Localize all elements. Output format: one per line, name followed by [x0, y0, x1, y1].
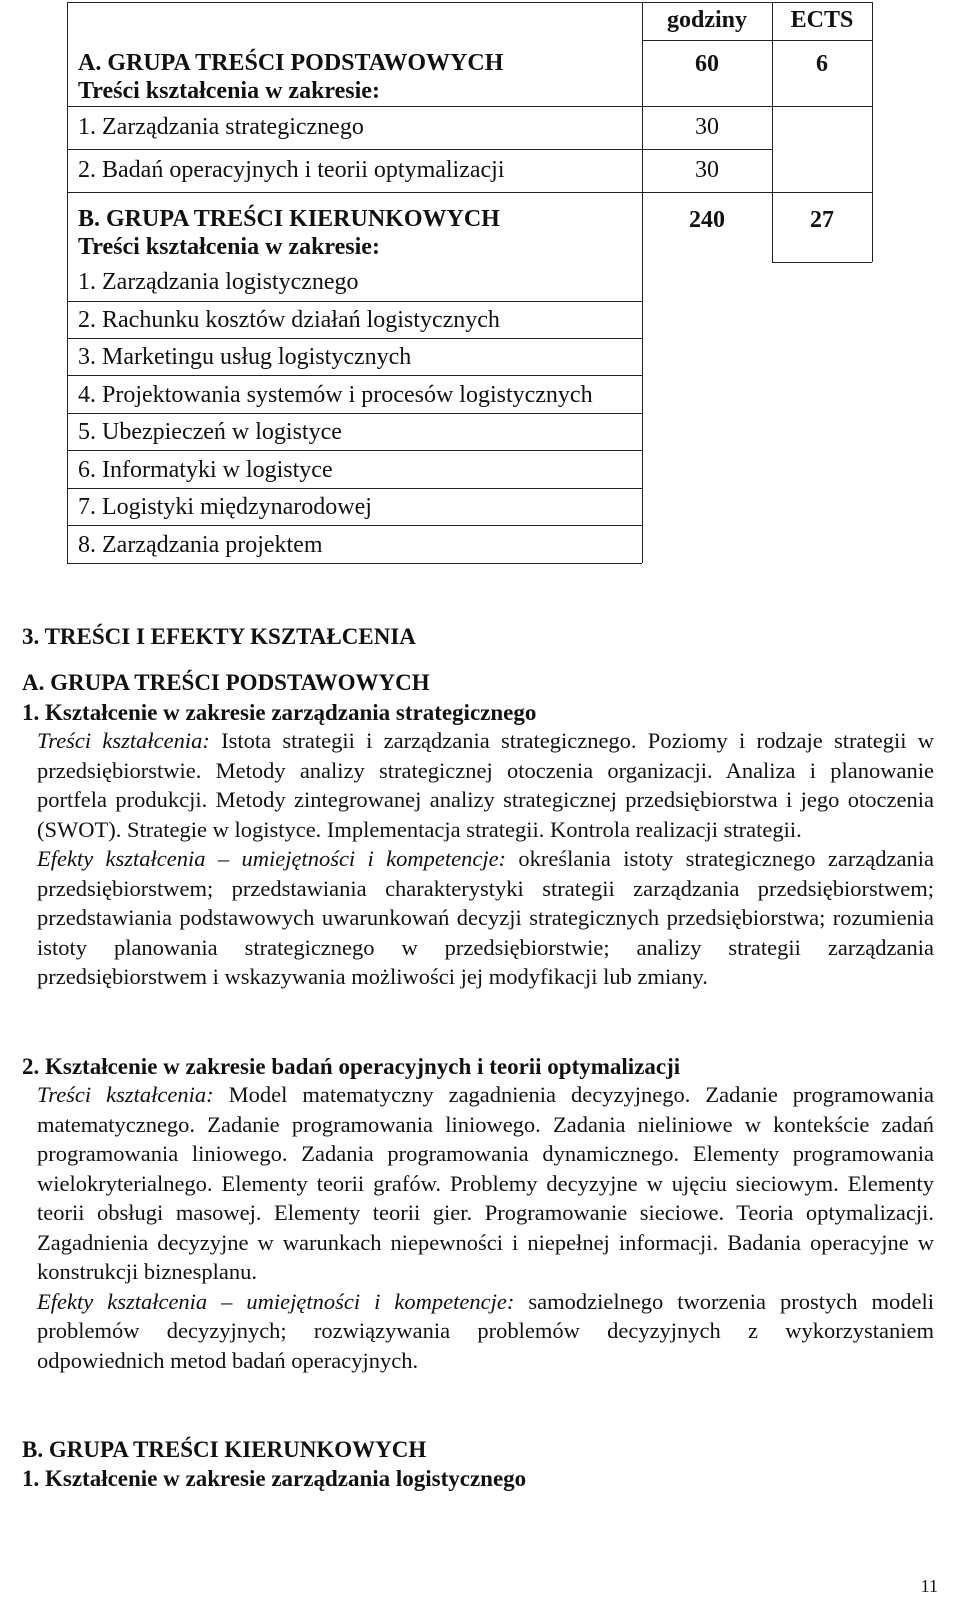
table-row-rule [67, 525, 642, 526]
content-label: Treści kształcenia: [37, 1082, 214, 1107]
table-row-rule [67, 192, 872, 193]
table-row-hours: 30 [695, 114, 719, 140]
table-header-rule [642, 40, 872, 41]
table-border-bottom [67, 563, 642, 564]
topic-1-effects-paragraph [37, 844, 934, 992]
effects-label: Efekty kształcenia – umiejętności i kompetencje: [37, 846, 507, 871]
topic-1-content-paragraph [37, 726, 934, 844]
table-row-rule [67, 450, 642, 451]
table-col-rule [642, 2, 643, 563]
table-row-label: 2. Rachunku kosztów działań logistycznych [78, 307, 500, 333]
table-row-label: 2. Badań operacyjnych i teorii optymalizacji [78, 157, 505, 183]
table-row-label: 3. Marketingu usług logistycznych [78, 344, 412, 370]
topic-2-content [37, 1080, 934, 1375]
table-row-rule [67, 301, 642, 302]
group-b-ects: 27 [810, 207, 834, 233]
group-b-subtitle: Treści kształcenia w zakresie: [78, 234, 380, 260]
table-row-rule [67, 375, 642, 376]
ects-header: ECTS [790, 7, 854, 33]
group-a-heading: A. GRUPA TREŚCI PODSTAWOWYCH [22, 670, 430, 695]
table-border-top [67, 2, 872, 3]
page-number: 11 [920, 1576, 938, 1596]
table-border-right [872, 2, 873, 262]
topic-1-content [37, 726, 934, 992]
table-row-rule [772, 262, 872, 263]
effects-label: Efekty kształcenia – umiejętności i kompetencje: [37, 1288, 515, 1314]
table-row-label: 6. Informatyki w logistyce [78, 457, 333, 483]
group-b-title: B. GRUPA TREŚCI KIERUNKOWYCH [78, 206, 500, 232]
table-row-rule [67, 413, 642, 414]
effects-text: określania istoty strategicznego zarządzania przedsiębiorstwem; przedstawiania charakterystyki strategii zarządzania przedsiębiorstwem; przedstawiania podstawowych uwarunkowań decyzji strategicznych przedsiębiorstwa; rozumienia istoty planowania strategicznego w przedsiębiorstwie; analizy strategii zarządzania przedsiębiorstwem i wskazywania możliwości jej modyfikacji lub zmiany. [37, 846, 934, 989]
content-label: Treści kształcenia: [37, 728, 210, 753]
group-b-hours: 240 [689, 207, 725, 233]
curriculum-table [0, 0, 960, 600]
topic-2-effects-paragraph [37, 1287, 934, 1376]
table-row-hours: 30 [695, 157, 719, 183]
topic-1-heading: 1. Kształcenie w zakresie zarządzania strategicznego [22, 700, 537, 725]
topic-2-heading: 2. Kształcenie w zakresie badań operacyjnych i teorii optymalizacji [22, 1054, 681, 1079]
table-row-rule [67, 149, 772, 150]
topic-3-heading: 1. Kształcenie w zakresie zarządzania logistycznego [22, 1466, 527, 1491]
table-row-label: 5. Ubezpieczeń w logistyce [78, 419, 342, 445]
content-text: Istota strategii i zarządzania strategicznego. Poziomy i rodzaje strategii w przedsiębiorstwie. Metody analizy strategicznej otoczenia organizacji. Analiza i planowanie portfela produkcji. Metody zintegrowanej analizy strategicznej przedsiębiorstwa i jego otoczenia (SWOT). Strategie w logistyce. Implementacja strategii. Kontrola realizacji strategii. [37, 728, 934, 842]
table-border-left [67, 2, 68, 563]
table-row-rule [67, 106, 872, 107]
topic-2-content-paragraph [37, 1080, 934, 1287]
table-row-label: 4. Projektowania systemów i procesów logistycznych [78, 382, 593, 408]
section-title: 3. TREŚCI I EFEKTY KSZTAŁCENIA [22, 624, 416, 649]
table-col-rule [772, 2, 773, 262]
group-a-ects: 6 [816, 51, 828, 77]
group-a-title: A. GRUPA TREŚCI PODSTAWOWYCH [78, 50, 504, 76]
group-a-hours: 60 [695, 51, 719, 77]
table-row-rule [67, 338, 642, 339]
hours-header: godziny [666, 7, 747, 33]
table-row-label: 1. Zarządzania strategicznego [78, 114, 364, 140]
effects-text: samodzielnego tworzenia prostych modeli problemów decyzyjnych; rozwiązywania problemów decyzyjnych z wykorzystaniem odpowiednich metod badań operacyjnych. [37, 1288, 934, 1373]
table-row-rule [67, 488, 642, 489]
group-b-heading: B. GRUPA TREŚCI KIERUNKOWYCH [22, 1437, 427, 1462]
content-text: Model matematyczny zagadnienia decyzyjnego. Zadanie programowania matematycznego. Zadanie programowania liniowego. Zadania nieliniowe w kontekście zadań programowania liniowego. Zadania programowania dynamicznego. Elementy programowania wielokryterialnego. Elementy teorii grafów. Problemy decyzyjne w ujęciu sieciowym. Elementy teorii obsługi masowej. Elementy teorii gier. Programowanie sieciowe. Teoria optymalizacji. Zagadnienia decyzyjne w warunkach niepewności i niepełnej informacji. Badania operacyjne w konstrukcji biznesplanu. [37, 1082, 934, 1284]
table-row-label: 8. Zarządzania projektem [78, 532, 323, 558]
table-row-label: 7. Logistyki międzynarodowej [78, 494, 372, 520]
group-a-subtitle: Treści kształcenia w zakresie: [78, 78, 380, 104]
table-row-label: 1. Zarządzania logistycznego [78, 269, 359, 295]
